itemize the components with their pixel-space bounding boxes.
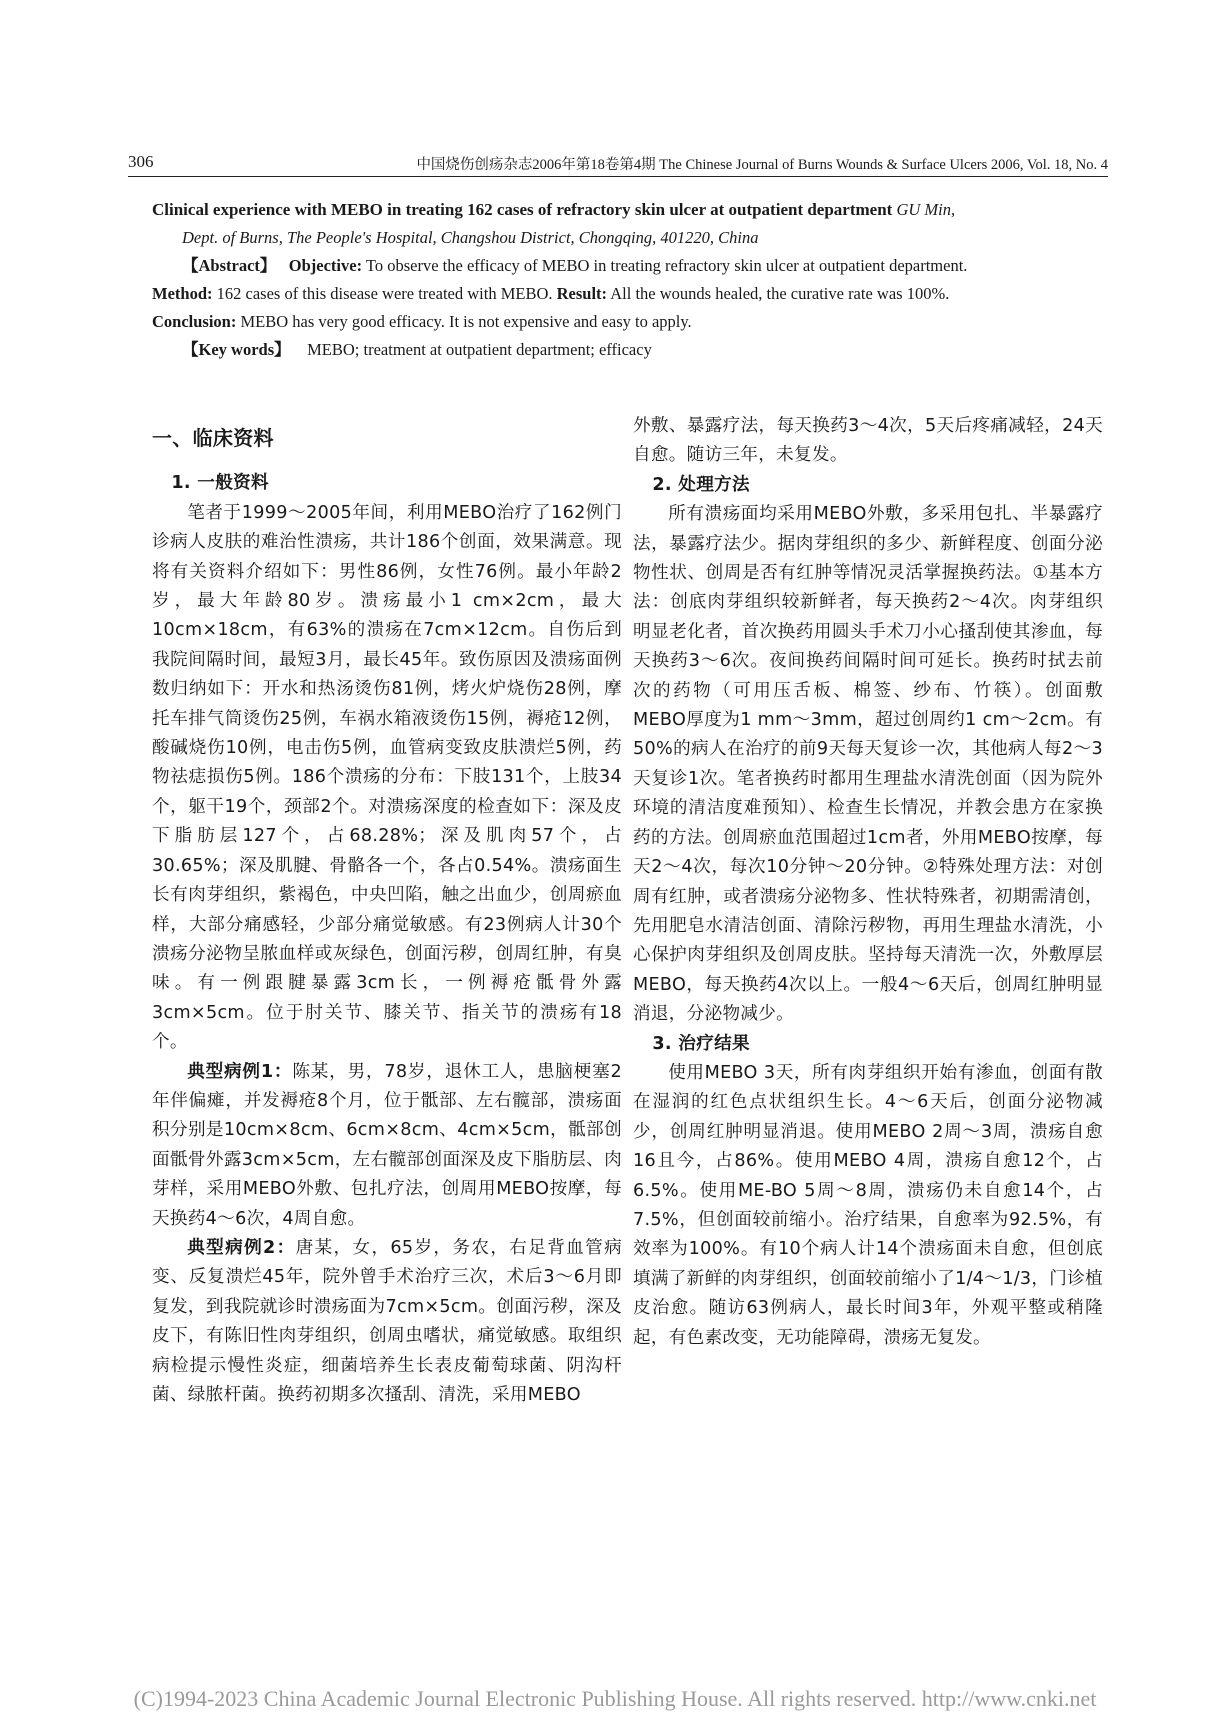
english-title-line [152, 196, 1118, 224]
subheading-treatment-method: 2. 处理方法 [652, 474, 750, 495]
abstract-objective [152, 252, 1118, 280]
running-header [128, 150, 1108, 177]
author-name: GU Min, [896, 200, 956, 219]
case-2-text: 唐某，女，65岁，务农，右足背血管病变、反复溃烂45年，院外曾手术治疗三次，术后3～6月即复发，到我院就诊时溃疡面为7cm×5cm。创面污秽，深及皮下，有陈旧性肉芽组织，创周虫嗜状，痛觉敏感。取组织病检提示慢性炎症，细菌培养生长表皮葡萄球菌、阴沟杆菌、绿脓杆菌。换药初期多次搔刮、清洗，采用MEBO [152, 1237, 622, 1405]
paragraph-general-data: 笔者于1999～2005年间，利用MEBO治疗了162例门诊病人皮肤的难治性溃疡，共计186个创面，效果满意。现将有关资料介绍如下：男性86例，女性76例。最小年龄2岁，最大年龄80岁。溃疡最小1 cm×2cm，最大10cm×18cm，有63%的溃疡在7cm×12cm。自伤后到我院间隔时间，最短3月，最长45年。致伤原因及溃疡面例数归纳如下：开水和热汤烫伤81例，烤火炉烧伤28例，摩托车排气筒烫伤25例，车祸水箱液烫伤15例，褥疮12例，酸碱烧伤10例，电击伤5例，血管病变致皮肤溃烂5例，药物祛痣损伤5例。186个溃疡的分布：下肢131个，上肢34个，躯干19个，颈部2个。对溃疡深度的检查如下：深及皮下脂肪层127个，占68.28%；深及肌肉57个，占30.65%；深及肌腱、骨骼各一个，各占0.54%。溃疡面生长有肉芽组织，紫褐色，中央凹陷，触之出血少，创周瘀血样，大部分痛感轻，少部分痛觉敏感。有23例病人计30个溃疡分泌物呈脓血样或灰绿色，创面污秽，创周红肿，有臭味。有一例跟腱暴露3cm长，一例褥疮骶骨外露3cm×5cm。位于肘关节、膝关节、指关节的溃疡有18个。 [152, 502, 622, 1053]
paragraph-treatment-results: 使用MEBO 3天，所有肉芽组织开始有渗血，创面有散在湿润的红色点状组织生长。4～6天后，创面分泌物减少，创周红肿明显消退。使用MEBO 2周～3周，溃疡自愈16且今，占86%。使用MEBO 4周，溃疡自愈12个，占6.5%。使用ME-BO 5周～8周，溃疡仍未自愈14个，占7.5%，但创面较前缩小。治疗结果，自愈率为92.5%，有效率为100%。有10个病人计14个溃疡面未自愈，但创底填满了新鲜的肉芽组织，创面较前缩小了1/4～1/3，门诊植皮治愈。随访63例病人，最长时间3年，外观平整或稍隆起，有色素改变，无功能障碍，溃疡无复发。 [633, 1062, 1103, 1348]
case-1-text: 陈某，男，78岁，退休工人，患脑梗塞2年伴偏瘫，并发褥疮8个月，位于骶部、左右髋部，溃疡面积分别是10cm×8cm、6cm×8cm、4cm×5cm，骶部创面骶骨外露3cm×5cm，左右髋部创面深及皮下脂肪层、肉芽样，采用MEBO外敷、包扎疗法，创周用MEBO按摩，每天换药4～6次，4周自愈。 [152, 1061, 622, 1229]
subheading-treatment-results: 3. 治疗结果 [652, 1033, 750, 1054]
case-2-label: 典型病例2： [187, 1237, 296, 1258]
result-text: All the wounds healed, the curative rate was 100%. [610, 284, 950, 303]
method-text: 162 cases of this disease were treated with MEBO. [216, 284, 553, 303]
english-abstract-block [152, 196, 1118, 364]
paragraph-case-2-continued: 外敷、暴露疗法，每天换药3～4次，5天后疼痛减轻，24天自愈。随访三年，未复发。 [633, 416, 1103, 466]
copyright-footer: (C)1994-2023 China Academic Journal Electronic Publishing House. All rights reserved. http://www.cnki.net [133, 1686, 1097, 1711]
page-number: 306 [128, 152, 154, 171]
right-column [633, 412, 1103, 1353]
keywords-label: 【Key words】 [182, 340, 291, 359]
keywords-line [152, 336, 1118, 364]
section-heading-clinical-data: 一、临床资料 [152, 426, 274, 450]
conclusion-label: Conclusion: [152, 312, 237, 331]
objective-text: To observe the efficacy of MEBO in treating refractory skin ulcer at outpatient department. [365, 256, 968, 275]
paragraph-treatment-method: 所有溃疡面均采用MEBO外敷，多采用包扎、半暴露疗法，暴露疗法少。据肉芽组织的多少、新鲜程度、创面分泌物性状、创周是否有红肿等情况灵活掌握换药法。①基本方法：创底肉芽组织较新鲜者，每天换药2～4次。肉芽组织明显老化者，首次换药用圆头手术刀小心搔刮使其渗血，每天换药3～6次。夜间换药间隔时间可延长。换药时拭去前次的药物（可用压舌板、棉签、纱布、竹筷）。创面敷MEBO厚度为1 mm～3mm，超过创周约1 cm～2cm。有50%的病人在治疗的前9天每天复诊一次，其他病人每2～3天复诊1次。笔者换药时都用生理盐水清洗创面（因为院外环境的清洁度难预知）、检查生长情况，并教会患方在家换药的方法。创周瘀血范围超过1cm者，外用MEBO按摩，每天2～4次，每次10分钟～20分钟。②特殊处理方法：对创周有红肿，或者溃疡分泌物多、性状特殊者，初期需清创，先用肥皂水清洁创面、清除污秽物，再用生理盐水清洗，小心保护肉芽组织及创周皮肤。坚持每天清洗一次，外敷厚层MEBO，每天换药4次以上。一般4～6天后，创周红肿明显消退，分泌物减少。 [633, 504, 1103, 1025]
objective-label: Objective: [288, 256, 363, 275]
subheading-general-data: 1. 一般资料 [171, 473, 269, 494]
abstract-label: 【Abstract】 [182, 256, 277, 275]
abstract-conclusion [152, 308, 1118, 336]
keywords-text: MEBO; treatment at outpatient department; efficacy [307, 340, 652, 359]
method-label: Method: [152, 284, 213, 303]
english-title: Clinical experience with MEBO in treating 162 cases of refractory skin ulcer at outpatient department [152, 200, 893, 219]
paragraph-case-1 [152, 1058, 622, 1234]
result-label: Result: [556, 284, 608, 303]
abstract-method-result [152, 280, 1118, 308]
paragraph-case-2 [152, 1234, 622, 1410]
conclusion-text: MEBO has very good efficacy. It is not expensive and easy to apply. [240, 312, 692, 331]
affiliation: Dept. of Burns, The People's Hospital, Changshou District, Chongqing, 401220, China [182, 228, 759, 247]
journal-citation: 中国烧伤创疡杂志2006年第18卷第4期 The Chinese Journal of Burns Wounds & Surface Ulcers 2006, Vol. 18, No. 4 [416, 157, 1108, 173]
left-column [152, 412, 622, 1410]
case-1-label: 典型病例1： [187, 1061, 293, 1082]
